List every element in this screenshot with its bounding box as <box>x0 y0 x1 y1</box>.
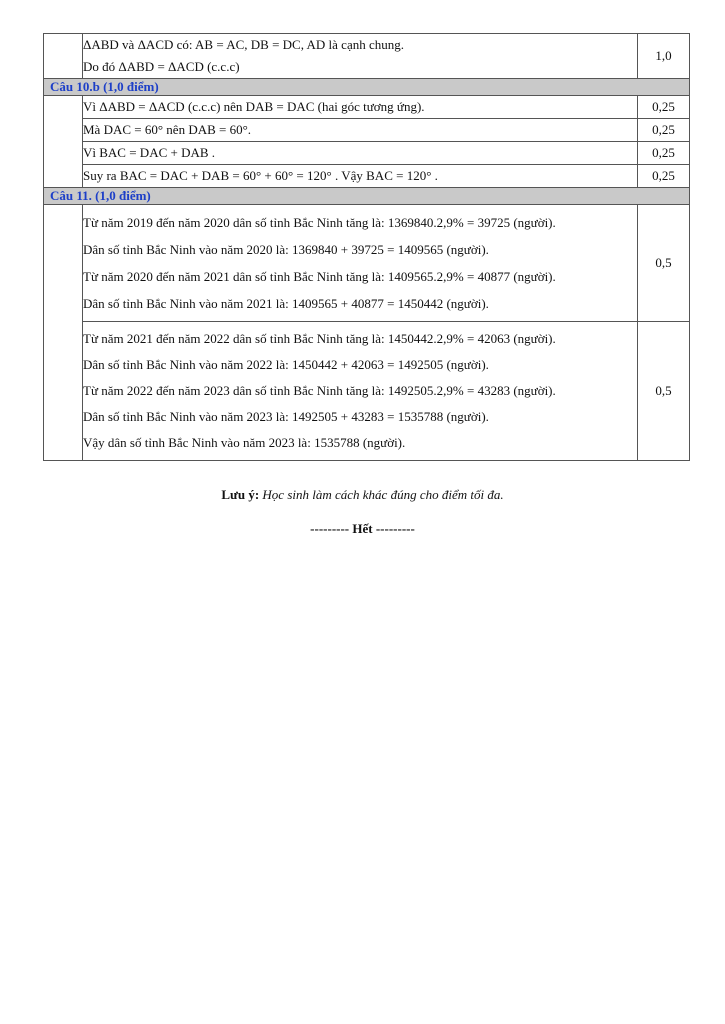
blank-cell <box>44 96 83 188</box>
section-header-row <box>44 79 690 96</box>
section-title: Câu 11. (1,0 điểm) <box>44 188 690 205</box>
answer-line: Vì ΔABD = ΔACD (c.c.c) nên DAB = DAC (hai góc tương ứng). <box>83 99 425 114</box>
answer-cell <box>83 119 638 142</box>
table-row <box>44 96 690 119</box>
answer-line: Dân số tỉnh Bắc Ninh vào năm 2022 là: 1450442 + 42063 = 1492505 (người). <box>83 357 489 372</box>
answer-cell <box>83 165 638 188</box>
note-text: Học sinh làm cách khác đúng cho điểm tối đa. <box>262 487 504 502</box>
note-label: Lưu ý: <box>221 487 260 502</box>
answer-line: Từ năm 2020 đến năm 2021 dân số tỉnh Bắc Ninh tăng là: 1409565.2,9% = 40877 (người). <box>83 269 556 284</box>
score-cell: 0,25 <box>638 96 690 119</box>
answer-line: Từ năm 2021 đến năm 2022 dân số tỉnh Bắc Ninh tăng là: 1450442.2,9% = 42063 (người). <box>83 331 556 346</box>
section-header-row <box>44 188 690 205</box>
table-row <box>44 34 690 79</box>
answer-table <box>43 33 690 461</box>
answer-line: Từ năm 2022 đến năm 2023 dân số tỉnh Bắc Ninh tăng là: 1492505.2,9% = 43283 (người). <box>83 383 556 398</box>
table-row <box>44 142 690 165</box>
answer-cell <box>83 34 638 79</box>
score-cell: 0,25 <box>638 142 690 165</box>
end-marker: --------- Hết --------- <box>310 521 415 536</box>
section-title: Câu 10.b (1,0 điểm) <box>44 79 690 96</box>
answer-line: Dân số tỉnh Bắc Ninh vào năm 2020 là: 1369840 + 39725 = 1409565 (người). <box>83 242 489 257</box>
answer-cell <box>83 142 638 165</box>
score-cell: 0,25 <box>638 119 690 142</box>
score-cell: 0,5 <box>638 205 690 322</box>
blank-cell <box>44 34 83 79</box>
table-row <box>44 205 690 322</box>
table-row <box>44 322 690 461</box>
answer-cell <box>83 205 638 322</box>
score-cell: 0,25 <box>638 165 690 188</box>
table-row <box>44 165 690 188</box>
answer-cell <box>83 96 638 119</box>
answer-line: Dân số tỉnh Bắc Ninh vào năm 2023 là: 1492505 + 43283 = 1535788 (người). <box>83 409 489 424</box>
answer-line: Suy ra BAC = DAC + DAB = 60° + 60° = 120° . Vậy BAC = 120° . <box>83 168 438 183</box>
answer-line: ΔABD và ΔACD có: AB = AC, DB = DC, AD là cạnh chung. <box>83 37 404 52</box>
answer-line: Từ năm 2019 đến năm 2020 dân số tỉnh Bắc Ninh tăng là: 1369840.2,9% = 39725 (người). <box>83 215 556 230</box>
answer-cell <box>83 322 638 461</box>
blank-cell <box>44 205 83 461</box>
answer-line: Mà DAC = 60° nên DAB = 60°. <box>83 122 252 137</box>
answer-line: Dân số tỉnh Bắc Ninh vào năm 2021 là: 1409565 + 40877 = 1450442 (người). <box>83 296 489 311</box>
answer-line: Do đó ΔABD = ΔACD (c.c.c) <box>83 59 240 74</box>
table-row <box>44 119 690 142</box>
score-cell: 0,5 <box>638 322 690 461</box>
answer-line: Vì BAC = DAC + DAB . <box>83 145 216 160</box>
answer-line: Vậy dân số tỉnh Bắc Ninh vào năm 2023 là: 1535788 (người). <box>83 435 406 450</box>
note-line <box>0 487 725 503</box>
score-cell: 1,0 <box>638 34 690 79</box>
